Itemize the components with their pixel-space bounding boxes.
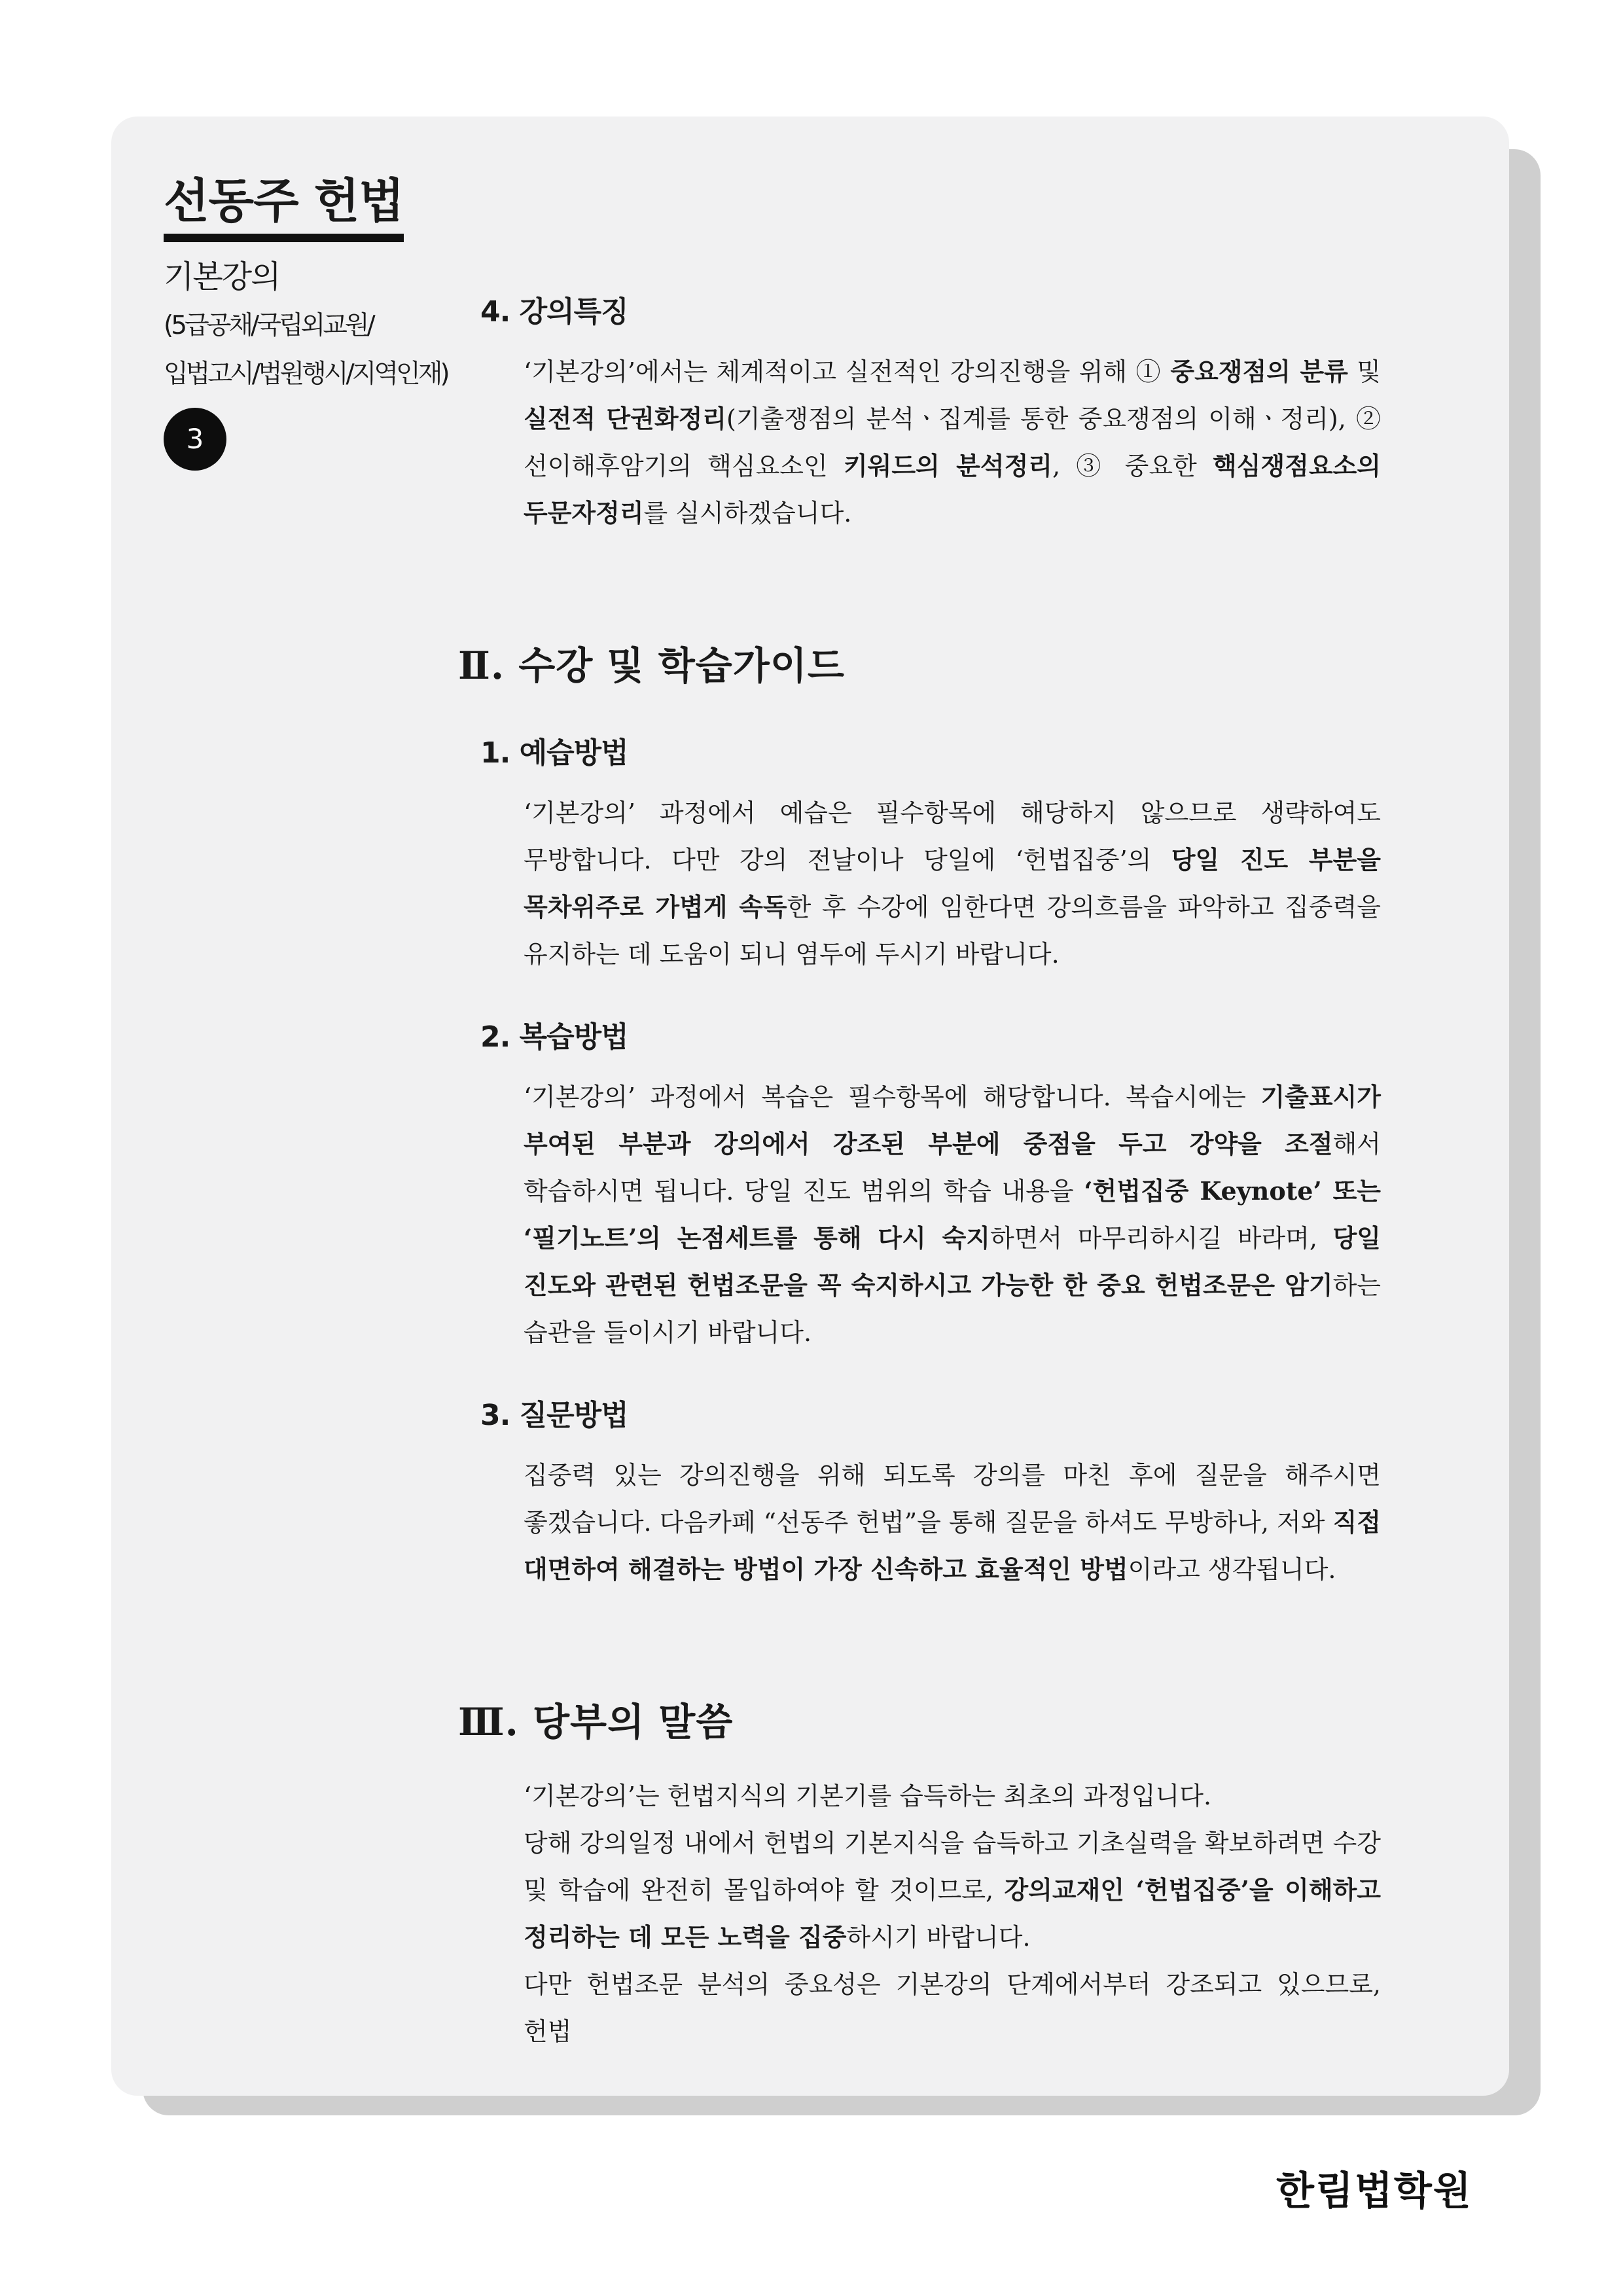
text-run: ‘기본강의’ 과정에서 복습은 필수항목에 해당합니다. 복습시에는 xyxy=(524,1083,1261,1111)
subject-title: 선동주 헌법 xyxy=(164,175,404,242)
lecture-detail xyxy=(164,302,465,399)
emphasis: 실전적 단권화정리 xyxy=(524,404,727,433)
emphasis: 기출표시가 부여된 부분과 강의에서 강조된 부분에 중점을 두고 강약을 조절 xyxy=(524,1082,1381,1158)
lecture-detail-line-1: (5급공채/국립외교원/ xyxy=(164,310,373,340)
section-3-title: Ⅲ. 당부의 말씀 xyxy=(458,1700,734,1744)
text-run: 를 실시하겠습니다. xyxy=(643,499,852,528)
page-number-badge: 3 xyxy=(164,408,226,471)
text-run: 당해 강의일정 내에서 헌법의 기본지식을 습득하고 기초실력을 확보하려면 수강 및 학습에 완전히 몰입하여야 할 것이므로, xyxy=(524,1829,1381,1905)
emphasis: 핵심쟁점요소의 두문자정리 xyxy=(524,451,1381,528)
feature-heading: 4. 강의특징 xyxy=(480,295,628,329)
emphasis: 직접 대면하여 해결하는 방법이 가장 신속하고 효율적인 방법 xyxy=(524,1507,1381,1584)
text-run: 한 후 수강에 임한다면 강의흐름을 파악하고 집중력을 유지하는 데 도움이 되니 염두에 두시기 바랍니다. xyxy=(524,893,1381,969)
question-heading: 3. 질문방법 xyxy=(480,1399,628,1432)
lecture-detail-line-2: 입법고시/법원행시/지역인재) xyxy=(164,359,448,389)
emphasis: 강의교재인 ‘헌법집중’을 이해하고 정리하는 데 모든 노력을 집중 xyxy=(524,1875,1381,1952)
text-run: ‘기본강의’ 과정에서 예습은 필수항목에 해당하지 않으므로 생략하여도 무방합니다. 다만 강의 전날이나 당일에 ‘헌법집중’의 xyxy=(524,798,1381,874)
main-content xyxy=(458,288,1381,2055)
text-run: , ③ 중요한 xyxy=(1052,452,1213,480)
emphasis: 당일 진도 부분을 목차위주로 가볍게 속독 xyxy=(524,845,1381,922)
text-run: 해서 학습하시면 됩니다. 당일 진도 범위의 학습 내용을 xyxy=(524,1130,1381,1206)
review-paragraph xyxy=(524,1073,1381,1356)
question-paragraph xyxy=(524,1452,1381,1593)
section-2-title: Ⅱ. 수강 및 학습가이드 xyxy=(458,643,845,688)
feature-paragraph xyxy=(524,348,1381,537)
sidebar xyxy=(164,175,465,471)
text-run: 집중력 있는 강의진행을 위해 되도록 강의를 마친 후에 질문을 해주시면 좋겠습니다. 다음카페 “선동주 헌법”을 통해 질문을 하셔도 무방하나, 저와 xyxy=(524,1461,1381,1537)
academy-logo: 한림법학원 xyxy=(1276,2168,1472,2214)
text-run: 이라고 생각됩니다. xyxy=(1128,1555,1336,1584)
closing-paragraph xyxy=(524,1820,1381,1961)
text-run: 하시기 바랍니다. xyxy=(846,1923,1031,1952)
emphasis: 키워드의 분석정리 xyxy=(843,451,1052,480)
emphasis: 당일 진도와 관련된 헌법조문을 꼭 숙지하시고 가능한 한 중요 헌법조문은 암기 xyxy=(524,1223,1381,1300)
prep-heading: 1. 예습방법 xyxy=(480,736,628,770)
text-run: 및 xyxy=(1347,357,1381,386)
lecture-type: 기본강의 xyxy=(164,259,280,296)
text-run: (기출쟁점의 분석ㆍ집계를 통한 중요쟁점의 이해ㆍ정리), ② 선이해후암기의 핵심요소인 xyxy=(524,404,1381,480)
review-heading: 2. 복습방법 xyxy=(480,1020,628,1054)
closing-line-1: ‘기본강의’는 헌법지식의 기본기를 습득하는 최초의 과정입니다. xyxy=(524,1782,1212,1810)
text-run: ‘기본강의’에서는 체계적이고 실전적인 강의진행을 위해 ① xyxy=(524,357,1171,386)
emphasis: 중요쟁점의 분류 xyxy=(1170,357,1348,386)
closing-line-3: 다만 헌법조문 분석의 중요성은 기본강의 단계에서부터 강조되고 있으므로, 헌법 xyxy=(524,1970,1381,2046)
prep-paragraph xyxy=(524,789,1381,978)
text-run: 하는 습관을 들이시기 바랍니다. xyxy=(524,1271,1381,1347)
text-run: 하면서 마무리하시길 바라며, xyxy=(990,1224,1333,1253)
emphasis: ‘헌법집중 Keynote’ 또는 ‘필기노트’의 논점세트를 통해 다시 숙지 xyxy=(524,1176,1381,1253)
